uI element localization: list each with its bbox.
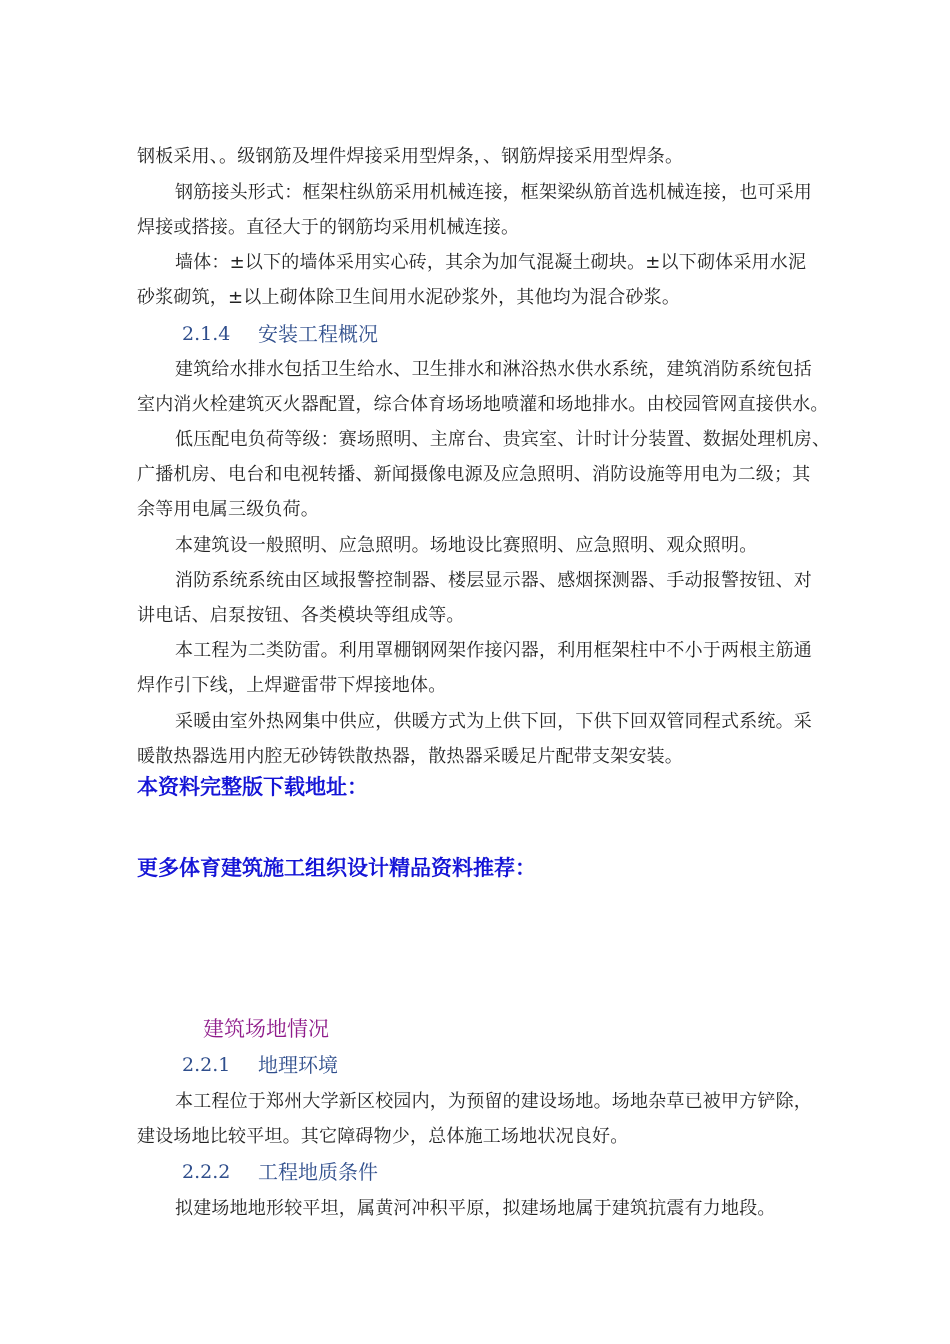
body-text-line: 消防系统系统由区域报警控制器、楼层显示器、感烟探测器、手动报警按钮、对 (175, 570, 812, 591)
body-text-line: 钢板采用、。级钢筋及埋件焊接采用型焊条，、钢筋焊接采用型焊条。 (137, 146, 684, 167)
subsection-title: 地理环境 (258, 1053, 338, 1077)
subsection-title: 安装工程概况 (258, 322, 378, 346)
body-text-line: 采暖由室外热网集中供应，供暖方式为上供下回，下供下回双管同程式系统。采 (175, 711, 812, 732)
body-text-line: 本工程为二类防雷。利用罩棚钢网架作接闪器，利用框架柱中不小于两根主筋通 (175, 640, 812, 661)
body-text-line: 建筑给水排水包括卫生给水、卫生排水和淋浴热水供水系统，建筑消防系统包括 (175, 359, 812, 380)
body-text-line: 本建筑设一般照明、应急照明。场地设比赛照明、应急照明、观众照明。 (175, 535, 758, 556)
body-text-line: 拟建场地地形较平坦，属黄河冲积平原，拟建场地属于建筑抗震有力地段。 (175, 1198, 776, 1219)
body-text-line: 讲电话、启泵按钮、各类模块等组成等。 (137, 605, 465, 626)
body-text-line: 余等用电属三级负荷。 (137, 499, 319, 520)
body-text-line: 钢筋接头形式：框架柱纵筋采用机械连接，框架梁纵筋首选机械连接，也可采用 (175, 182, 812, 203)
recommendation-heading[interactable]: 更多体育建筑施工组织设计精品资料推荐： (137, 856, 536, 880)
subsection-number: 2.1.4 (182, 323, 231, 345)
subsection-number: 2.2.2 (182, 1161, 231, 1183)
body-text-line: 本工程位于郑州大学新区校园内，为预留的建设场地。场地杂草已被甲方铲除， (175, 1091, 812, 1112)
body-text-line: 暖散热器选用内腔无砂铸铁散热器，散热器采暖足片配带支架安装。 (137, 746, 683, 767)
download-link-heading[interactable]: 本资料完整版下载地址： (137, 775, 368, 799)
body-text-line: 砂浆砌筑，±以上砌体除卫生间用水泥砂浆外，其他均为混合砂浆。 (137, 287, 681, 308)
body-text-line: 焊接或搭接。直径大于的钢筋均采用机械连接。 (137, 217, 520, 238)
body-text-line: 低压配电负荷等级：赛场照明、主席台、贵宾室、计时计分装置、数据处理机房、 (175, 429, 831, 450)
body-text-line: 室内消火栓建筑灭火器配置，综合体育场场地喷灌和场地排水。由校园管网直接供水。 (137, 394, 829, 415)
body-text-line: 广播机房、电台和电视转播、新闻摄像电源及应急照明、消防设施等用电为二级；其 (137, 464, 811, 485)
section-heading: 建筑场地情况 (203, 1017, 329, 1041)
subsection-number: 2.2.1 (182, 1054, 231, 1076)
body-text-line: 焊作引下线，上焊避雷带下焊接地体。 (137, 675, 447, 696)
body-text-line: 建设场地比较平坦。其它障碍物少，总体施工场地状况良好。 (137, 1126, 629, 1147)
subsection-title: 工程地质条件 (258, 1160, 378, 1184)
body-text-line: 墙体：±以下的墙体采用实心砖，其余为加气混凝土砌块。±以下砌体采用水泥 (175, 252, 807, 273)
